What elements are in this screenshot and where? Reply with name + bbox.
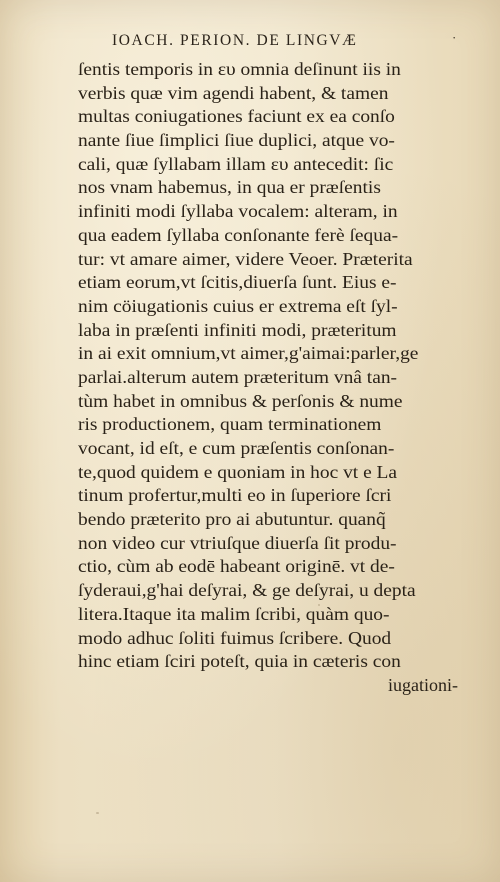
text-line: tur: vt amare aimer, videre Veoer. Præterita — [78, 248, 413, 269]
text-line: bendo præterito pro ai abutuntur. quanq̃ — [78, 509, 386, 530]
text-line: ſentis temporis in ευ omnia deſinunt iis in — [78, 59, 401, 79]
text-line: nante ſiue ſimplici ſiue duplici, atque vo- — [78, 130, 395, 151]
paper-speck — [96, 812, 99, 814]
text-line: nim cöiugationis cuius er extrema eſt ſyl- — [78, 295, 398, 316]
text-line: multas coniugationes faciunt ex ea conſo — [78, 106, 395, 127]
text-line: infiniti modi ſyllaba vocalem: alteram, in — [78, 201, 398, 222]
text-line: tùm habet in omnibus & perſonis & nume — [78, 390, 403, 411]
text-line: litera.Itaque ita malim ſcribi, quàm quo- — [78, 603, 390, 624]
running-head-mark: · — [452, 30, 457, 45]
text-line: modo adhuc ſoliti fuimus ſcribere. Quod — [78, 627, 392, 648]
text-line: verbis quæ vim agendi habent, & tamen — [78, 82, 389, 103]
text-line: vocant, id eſt, e cum præſentis conſonan- — [78, 438, 395, 458]
text-line: ctio, cùm ab eodē habeant originē. vt de- — [78, 556, 395, 577]
running-head: IOACH. PERION. DE LINGVÆ — [112, 32, 358, 49]
text-line: qua eadem ſyllaba conſonante ferè ſequa- — [78, 224, 399, 245]
text-line: laba in præſenti infiniti modi, præteritum — [78, 319, 397, 340]
body-text — [78, 58, 470, 698]
text-line: etiam eorum,vt ſcitis,diuerſa ſunt. Eius e- — [78, 272, 397, 293]
paper-speck — [212, 160, 214, 162]
text-line: in ai exit omnium,vt aimer,g'aimai:parler,ge — [78, 343, 419, 364]
text-line: ris productionem, quam terminationem — [78, 414, 382, 435]
paper-speck — [318, 604, 320, 606]
text-line: hinc etiam ſciri poteſt, quia in cæteris con — [78, 651, 401, 672]
text-line: parlai.alterum autem præteritum vnâ tan- — [78, 366, 398, 387]
text-line: non video cur vtriuſque diuerſa ſit produ- — [78, 532, 397, 553]
catchword: iugationi- — [388, 674, 458, 695]
text-line: ſyderaui,g'hai deſyrai, & ge deſyrai, u depta — [78, 580, 416, 601]
text-line: te,quod quidem e quoniam in hoc vt e La — [78, 461, 398, 482]
text-line: nos vnam habemus, in qua er præſentis — [78, 177, 381, 198]
text-line: tinum profertur,multi eo in ſuperiore ſcri — [78, 485, 392, 506]
text-line: cali, quæ ſyllabam illam ευ antecedit: ſic — [78, 153, 394, 174]
